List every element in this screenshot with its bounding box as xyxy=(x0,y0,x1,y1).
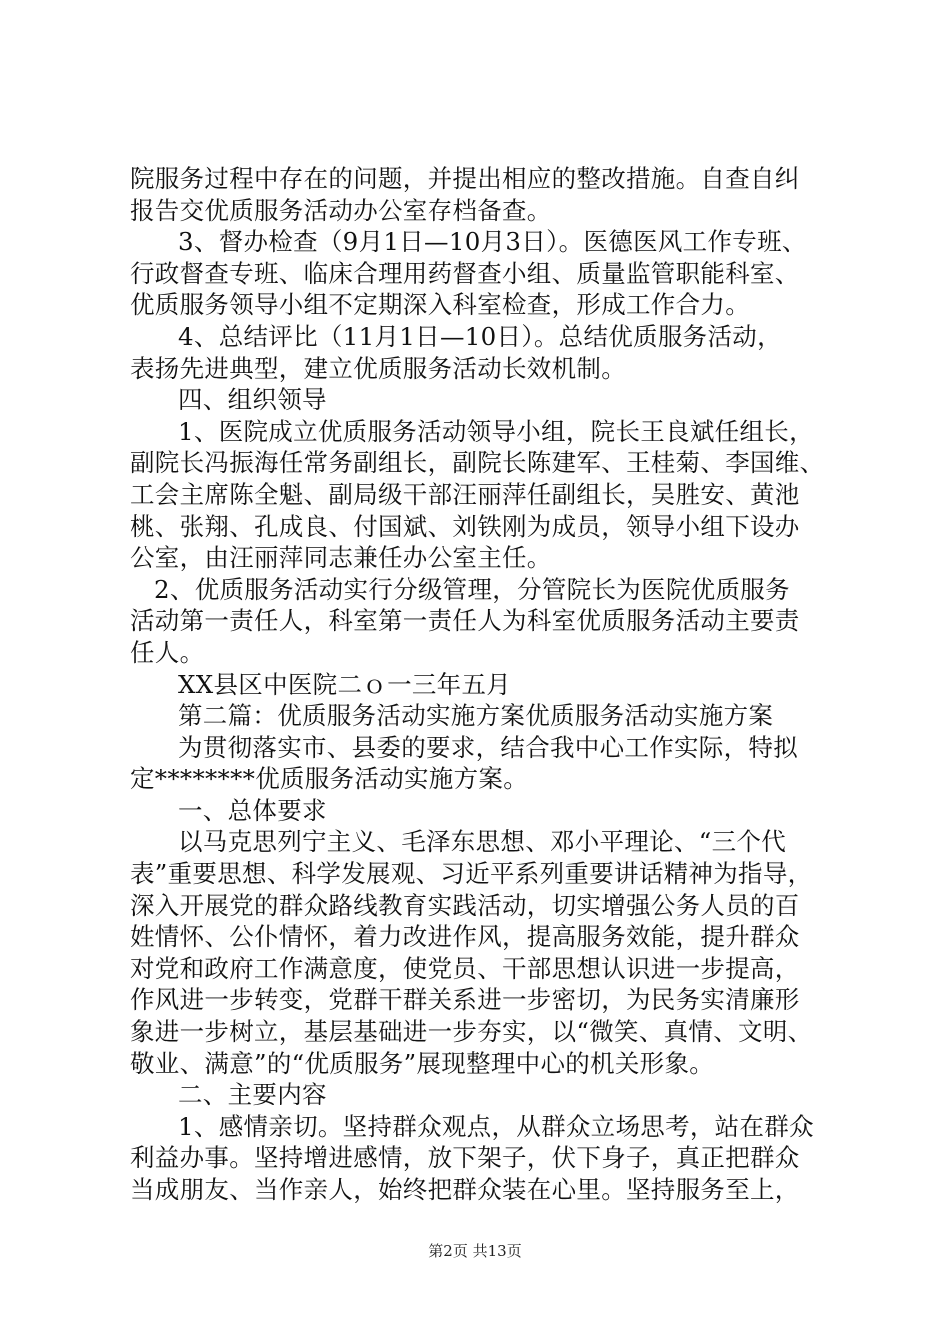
text-line: 表”重要思想、科学发展观、习近平系列重要讲话精神为指导， xyxy=(130,859,813,889)
text-line: 2、优质服务活动实行分级管理，分管院长为医院优质服务 xyxy=(154,574,790,604)
text-line: 公室，由汪丽萍同志兼任办公室主任。 xyxy=(130,543,552,573)
text-line: 一、总体要求 xyxy=(178,795,327,825)
text-line: 4、总结评比（11月1日—10日）。总结优质服务活动， xyxy=(178,321,782,351)
text-line: 利益办事。坚持增进感情，放下架子，伏下身子，真正把群众 xyxy=(130,1143,800,1173)
text-line: 3、督办检查（9月1日—10月3日）。医德医风工作专班、 xyxy=(178,227,807,257)
text-line: 报告交优质服务活动办公室存档备查。 xyxy=(130,195,552,225)
text-line: 敬业、满意”的“优质服务”展现整理中心的机关形象。 xyxy=(130,1048,715,1078)
text-line: 活动第一责任人，科室第一责任人为科室优质服务活动主要责 xyxy=(130,606,800,636)
text-line: 1、感情亲切。坚持群众观点，从群众立场思考，站在群众 xyxy=(178,1111,814,1141)
text-line: 任人。 xyxy=(130,637,205,667)
text-line: 以马克思列宁主义、毛泽东思想、邓小平理论、“三个代 xyxy=(178,827,787,857)
text-line: 作风进一步转变，党群干群关系进一步密切，为民务实清廉形 xyxy=(130,985,800,1015)
text-line: XX县区中医院二ｏ一三年五月 xyxy=(178,669,512,699)
text-line: 院服务过程中存在的问题，并提出相应的整改措施。自查自纠 xyxy=(130,164,800,193)
text-line: 象进一步树立，基层基础进一步夯实，以“微笑、真情、文明、 xyxy=(130,1017,813,1047)
page-footer: 第2页 共13页 xyxy=(428,1242,522,1260)
text-line: 桃、张翔、孔成良、付国斌、刘铁刚为成员，领导小组下设办 xyxy=(130,511,800,541)
text-line: 第二篇：优质服务活动实施方案优质服务活动实施方案 xyxy=(178,701,774,731)
text-line: 优质服务领导小组不定期深入科室检查，形成工作合力。 xyxy=(130,290,750,320)
text-line: 为贯彻落实市、县委的要求，结合我中心工作实际，特拟 xyxy=(178,732,798,762)
text-line: 对党和政府工作满意度，使党员、干部思想认识进一步提高， xyxy=(130,953,800,983)
text-line: 当成朋友、当作亲人，始终把群众装在心里。坚持服务至上， xyxy=(130,1175,800,1204)
text-line: 四、组织领导 xyxy=(178,385,327,415)
document-body xyxy=(130,163,830,1206)
text-line: 工会主席陈全魁、副局级干部汪丽萍任副组长，吴胜安、黄池 xyxy=(130,479,800,509)
text-line: 姓情怀、公仆情怀，着力改进作风，提高服务效能，提升群众 xyxy=(130,922,800,952)
text-line: 表扬先进典型，建立优质服务活动长效机制。 xyxy=(130,353,626,383)
text-line: 副院长冯振海任常务副组长，副院长陈建军、王桂菊、李国维、 xyxy=(130,448,825,478)
text-line: 深入开展党的群众路线教育实践活动，切实增强公务人员的百 xyxy=(130,890,800,920)
text-line: 定********优质服务活动实施方案。 xyxy=(130,764,528,794)
text-line: 二、主要内容 xyxy=(178,1080,327,1110)
text-line: 1、医院成立优质服务活动领导小组，院长王良斌任组长， xyxy=(178,416,814,446)
text-line: 行政督查专班、临床合理用药督查小组、质量监管职能科室、 xyxy=(130,258,800,288)
